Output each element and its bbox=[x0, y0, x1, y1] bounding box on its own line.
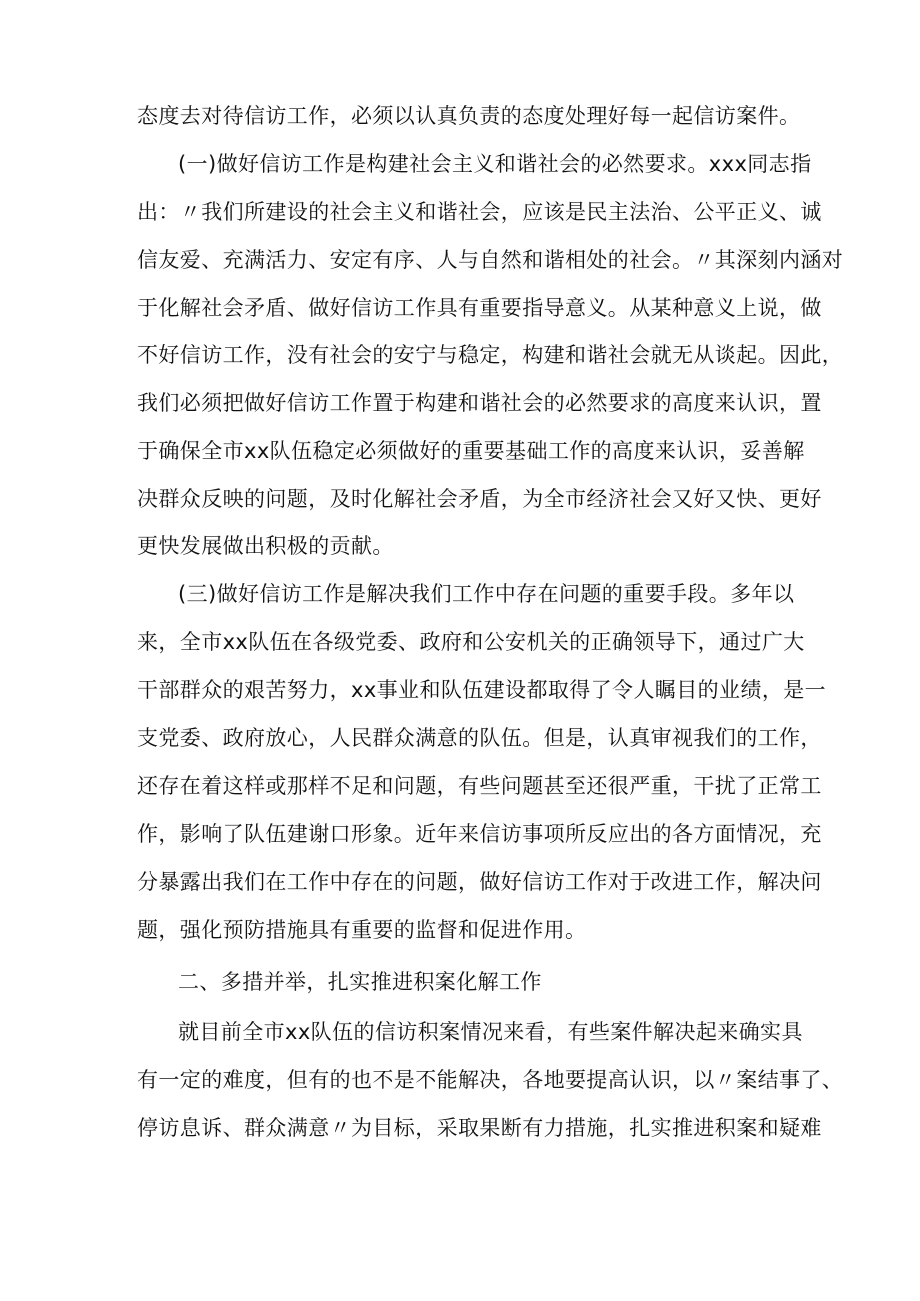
text-line: 有一定的难度，但有的也不是不能解决，各地要提高认识，以〃案结事了、 bbox=[137, 1068, 844, 1092]
text-line: 信友爱、充满活力、安定有序、人与自然和谐相处的社会。〃其深刻内涵对 bbox=[137, 248, 844, 272]
text-line: 我们必须把做好信访工作置于构建和谐社会的必然要求的高度来认识，置 bbox=[137, 391, 822, 415]
text-line: 分暴露出我们在工作中存在的问题，做好信访工作对于改进工作，解决问 bbox=[137, 870, 822, 894]
text-line: 来，全市xx队伍在各级党委、政府和公安机关的正确领导下，通过广大 bbox=[137, 630, 805, 654]
text-line: (一)做好信访工作是构建社会主义和谐社会的必然要求。xxx同志指 bbox=[178, 152, 812, 176]
text-line: 干部群众的艰苦努力，xx事业和队伍建设都取得了令人瞩目的业绩，是一 bbox=[137, 678, 827, 702]
text-line: 还存在着这样或那样不足和问题，有些问题甚至还很严重，干扰了正常工 bbox=[137, 774, 822, 798]
text-line: 于确保全市xx队伍稳定必须做好的重要基础工作的高度来认识，妥善解 bbox=[137, 439, 805, 463]
text-line: 更快发展做出积极的贡献。 bbox=[137, 534, 394, 558]
text-line: 停访息诉、群众满意〃为目标，采取果断有力措施，扎实推进积案和疑难 bbox=[137, 1116, 822, 1140]
text-line: 题，强化预防措施具有重要的监督和促进作用。 bbox=[137, 918, 587, 942]
text-line: 不好信访工作，没有社会的安宁与稳定，构建和谐社会就无从谈起。因此， bbox=[137, 343, 844, 367]
text-line: (三)做好信访工作是解决我们工作中存在问题的重要手段。多年以 bbox=[178, 582, 795, 606]
text-line: 决群众反映的问题，及时化解社会矛盾，为全市经济社会又好又快、更好 bbox=[137, 487, 822, 511]
text-line: 于化解社会矛盾、做好信访工作具有重要指导意义。从某种意义上说，做 bbox=[137, 296, 822, 320]
section-heading: 二、多措并举，扎实推进积案化解工作 bbox=[178, 970, 542, 994]
text-line: 作，影响了队伍建谢口形象。近年来信访事项所反应出的各方面情况，充 bbox=[137, 822, 822, 846]
text-line: 支党委、政府放心，人民群众满意的队伍。但是，认真审视我们的工作， bbox=[137, 726, 822, 750]
text-line: 就目前全市xx队伍的信访积案情况来看，有些案件解决起来确实具 bbox=[178, 1020, 803, 1044]
text-line: 态度去对待信访工作，必须以认真负责的态度处理好每一起信访案件。 bbox=[137, 104, 801, 128]
text-line: 出：〃我们所建设的社会主义和谐社会，应该是民主法治、公平正义、诚 bbox=[137, 200, 822, 224]
